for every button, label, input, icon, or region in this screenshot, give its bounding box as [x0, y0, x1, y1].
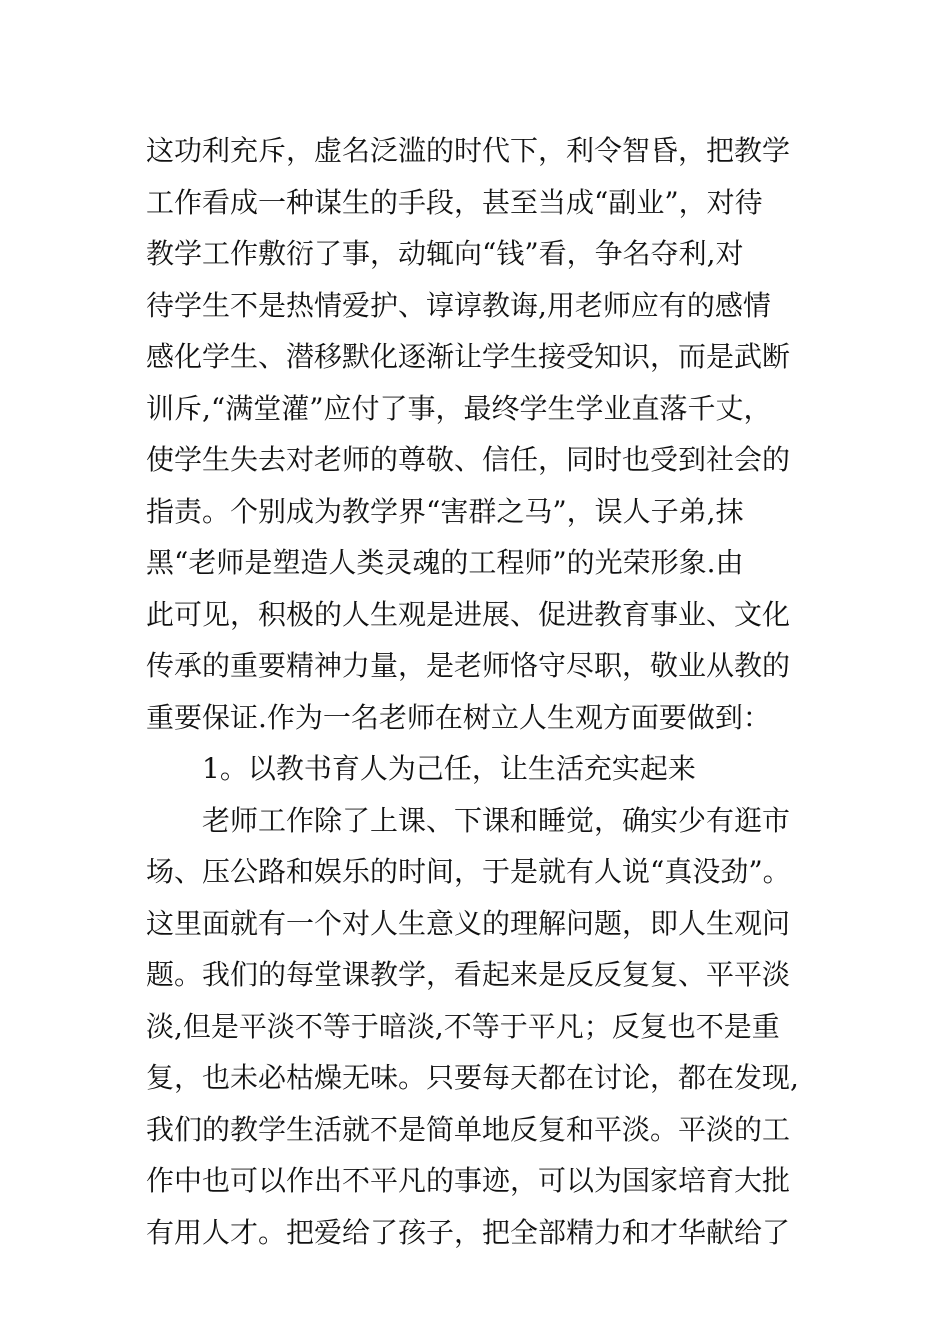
text-line: 教学工作敷衍了事，动辄向“钱”看，争名夺利,对 [146, 237, 744, 270]
section-heading: 1。以教书育人为己任，让生活充实起来 [202, 752, 696, 785]
text-line: 这功利充斥，虚名泛滥的时代下，利令智昏，把教学 [146, 134, 791, 167]
text-line: 指责。个别成为教学界“害群之马”，误人子弟,抹 [146, 494, 744, 528]
text-line: 工作看成一种谋生的手段，甚至当成“副业”，对待 [146, 185, 763, 219]
text-line: 复，也未必枯燥无味。只要每天都在讨论，都在发现, [146, 1061, 799, 1094]
text-line: 使学生失去对老师的尊敬、信任，同时也受到社会的 [146, 443, 791, 476]
text-line: 作中也可以作出不平凡的事迹，可以为国家培育大批 [146, 1164, 791, 1197]
body-text [146, 125, 826, 1258]
text-line: 场、压公路和娱乐的时间，于是就有人说“真没劲”。 [146, 855, 791, 888]
text-line: 淡,但是平淡不等于暗淡,不等于平凡；反复也不是重 [146, 1009, 780, 1043]
text-line: 题。我们的每堂课教学，看起来是反反复复、平平淡 [146, 958, 791, 991]
text-line: 重要保证.作为一名老师在树立人生观方面要做到： [146, 700, 771, 734]
text-line: 此可见，积极的人生观是进展、促进教育事业、文化 [146, 597, 791, 631]
paragraph-first-line: 老师工作除了上课、下课和睡觉，确实少有逛市 [202, 803, 791, 837]
text-line: 待学生不是热情爱护、谆谆教诲,用老师应有的感情 [146, 288, 771, 322]
text-line: 感化学生、潜移默化逐渐让学生接受知识，而是武断 [146, 340, 791, 373]
text-line: 有用人才。把爱给了孩子，把全部精力和才华献给了 [146, 1215, 791, 1249]
text-line: 黑“老师是塑造人类灵魂的工程师”的光荣形象.由 [146, 546, 744, 579]
text-line: 训斥,“满堂灌”应付了事，最终学生学业直落千丈， [146, 391, 772, 425]
text-line: 我们的教学生活就不是简单地反复和平淡。平淡的工 [146, 1112, 791, 1146]
text-line: 这里面就有一个对人生意义的理解问题，即人生观问 [146, 906, 791, 940]
text-line: 传承的重要精神力量，是老师恪守尽职，敬业从教的 [146, 649, 791, 682]
